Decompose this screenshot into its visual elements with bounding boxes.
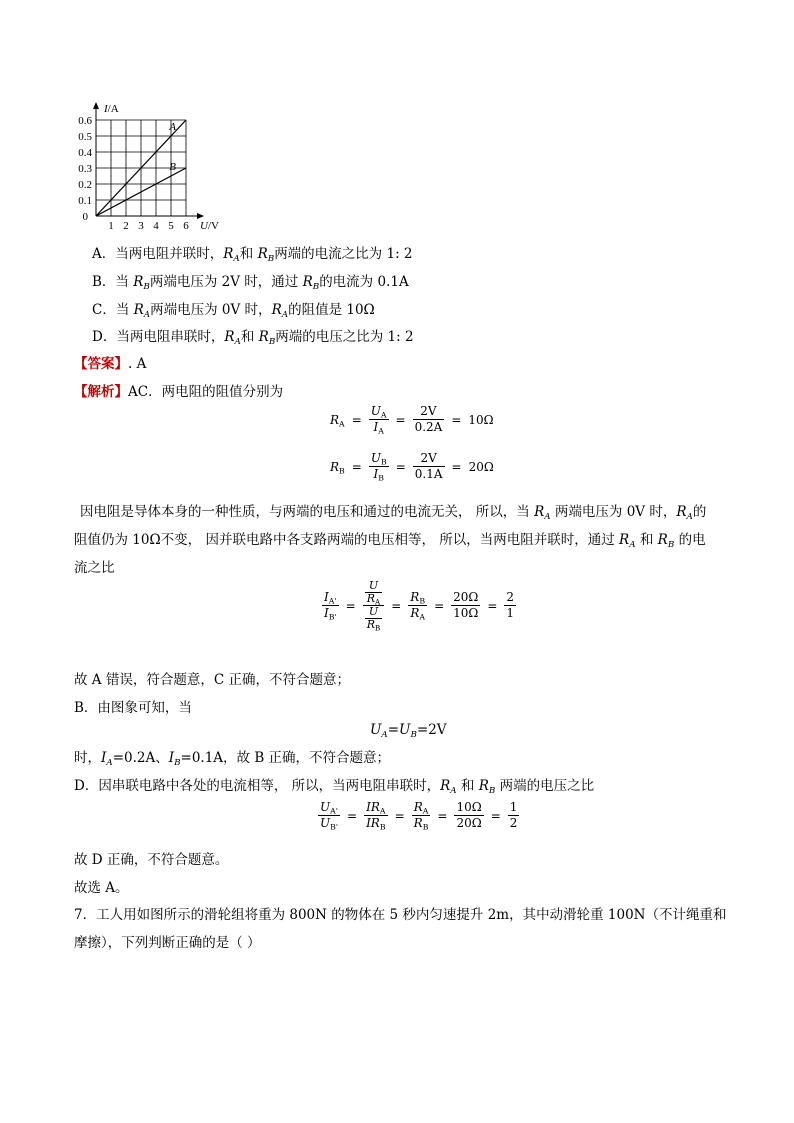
x-tick-label: 4 [153,220,159,232]
x-tick-label: 6 [183,220,189,232]
conclusion-ac: 故 A 错误，符合题意，C 正确，不符合题意； [74,672,350,688]
y-axis-label: I/A [104,103,119,115]
analysis-tag: 【解析】 [74,384,128,400]
x-axis-label: U/V [200,220,219,232]
y-tick-label: 0.5 [78,131,92,143]
equation-voltage: $U_A=U_B=2V$ [370,722,447,741]
origin-label: 0 [82,211,88,223]
y-tick-label: 0.1 [78,195,92,207]
b-intro: B．由图象可知，当 [74,700,192,716]
x-tick-label: 5 [168,220,174,232]
y-axis-arrow [93,102,99,109]
answer-line: 【答案】. A [74,356,147,372]
equation-current-ratio: $\frac{I_{A'}}{I_{B'}}$ = $\frac{\frac{U}{R_A}}{\frac{U}{R_B}}$ = $\frac{R_B}{R_A}$ = $\frac{20\Omega}{10\Omega}$ = $\frac{2}{1}$ [324,579,515,633]
y-tick-label: 0.2 [78,179,92,191]
option-d: D．当两电阻串联时，$R_A$和 $R_B$两端的电压之比为 1: 2 [92,329,414,348]
paragraph-line-1: 因电阻是导体本身的一种性质，与两端的电压和通过的电流无关， 所以，当 $R_A$ 两端电压为 0V 时，$R_A$的 [80,504,707,523]
i-u-graph [70,92,230,232]
x-axis-arrow [197,213,204,219]
option-b: B．当 $R_B$两端电压为 2V 时，通过 $R_B$的电流为 0.1A [92,274,409,293]
paragraph-line-3: 流之比 [74,560,115,576]
x-tick-label: 3 [138,220,144,232]
equation-ra: $R_A$ = $\frac{U_A}{I_A}$ = $\frac{2V}{0.2A}$ = 10Ω [330,404,494,436]
series-label-b: B [169,161,176,173]
b-line: 时，$I_A=0.2A$、$I_B=0.1A$，故 B 正确，不符合题意； [74,750,391,769]
option-a: A．当两电阻并联时，$R_A$和 $R_B$两端的电流之比为 1: 2 [92,246,413,265]
paragraph-line-2: 阻值仍为 10Ω不变， 因并联电路中各支路两端的电压相等， 所以，当两电阻并联时，通过 $R_A$ 和 $R_B$ 的电 [74,532,706,551]
final-answer: 故选 A。 [74,880,129,896]
y-tick-label: 0.6 [78,115,92,127]
option-c: C．当 $R_A$两端电压为 0V 时，$R_A$的阻值是 10Ω [92,302,375,321]
y-tick-label: 0.4 [78,147,92,159]
equation-voltage-ratio: $\frac{U_{A'}}{U_{B'}}$ = $\frac{IR_A}{IR_B}$ = $\frac{R_A}{R_B}$ = $\frac{10\Omega}{20\Omega}$ = $\frac{1}{2}$ [320,800,518,832]
x-tick-label: 1 [108,220,114,232]
answer-tag: 【答案】 [74,356,128,372]
question-7-line-1: 7．工人用如图所示的滑轮组将重为 800N 的物体在 5 秒内匀速提升 2m，其中动滑轮重 100N（不计绳重和 [74,907,727,923]
x-tick-label: 2 [123,220,129,232]
series-label-a: A [169,121,176,133]
d-intro: D．因串联电路中各处的电流相等， 所以，当两电阻串联时，$R_A$ 和 $R_B$ 两端的电压之比 [74,778,595,797]
question-7-line-2: 摩擦），下列判断正确的是（ ） [74,935,261,951]
y-tick-label: 0.3 [78,163,92,175]
analysis-intro: 【解析】AC．两电阻的阻值分别为 [74,384,284,400]
equation-rb: $R_B$ = $\frac{U_B}{I_B}$ = $\frac{2V}{0.1A}$ = 20Ω [330,451,494,483]
conclusion-d: 故 D 正确，不符合题意。 [74,852,229,868]
